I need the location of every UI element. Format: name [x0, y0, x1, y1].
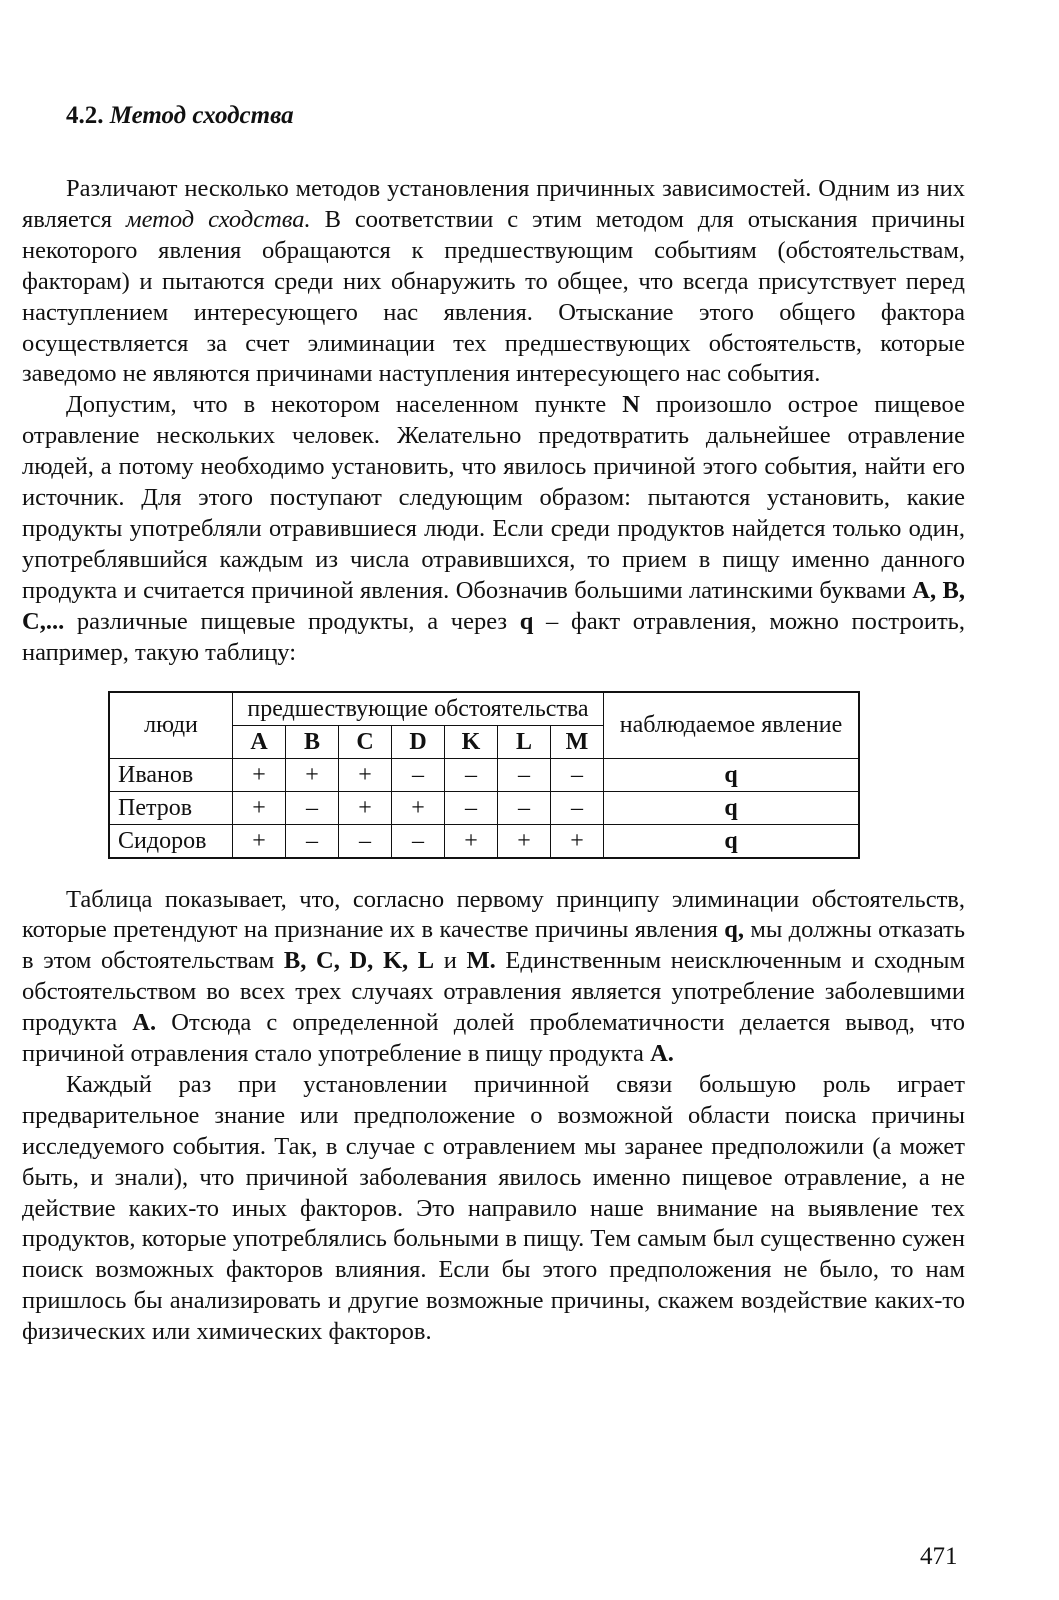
- mark-cell: –: [339, 824, 392, 858]
- mark-cell: +: [286, 758, 339, 791]
- mark-cell: –: [498, 791, 551, 824]
- mark-cell: –: [551, 791, 604, 824]
- mark-cell: +: [339, 791, 392, 824]
- factor-header: A: [233, 725, 286, 758]
- mark-cell: –: [392, 758, 445, 791]
- mark-cell: –: [498, 758, 551, 791]
- factor-header: C: [339, 725, 392, 758]
- table-row: [109, 791, 859, 824]
- mark-cell: +: [445, 824, 498, 858]
- factor-header: M: [551, 725, 604, 758]
- mark-cell: +: [498, 824, 551, 858]
- p2-text-b: произошло острое пищевое отравление нескольких человек. Желательно предотвратить дальнейшее отравление людей, а потому необходимо установить, что явилось причиной этого события, найти его источник. Для этого поступают следующим образом: пытаются установить, какие продукты употребляли отравившиеся люди. Если среди продуктов найдется только один, употреблявшийся каждым из числа отравившихся, то прием в пищу именно данного продукта и считается причиной явления. Обозначив большими латинскими буквами: [22, 391, 965, 604]
- mark-cell: –: [286, 824, 339, 858]
- p3-text-b: мы должны отказать в этом обстоятельствам: [22, 916, 966, 975]
- table-wrapper: [108, 691, 965, 859]
- table-header-row: [109, 692, 859, 726]
- p3-last: M.: [466, 947, 496, 975]
- p3-text-a: Таблица показывает, что, согласно первому принципу элиминации обстоятельств, которые претендуют на признание их в качестве причины явления: [22, 885, 965, 944]
- p2-letters: A, B, C,...: [22, 576, 965, 635]
- p3-text-d: Отсюда с определенной долей проблематичности делается вывод, что причиной отравления стало употребление в пищу продукта: [22, 1009, 965, 1068]
- mark-cell: +: [233, 758, 286, 791]
- observed-cell: q: [604, 824, 860, 858]
- page-number: 471: [920, 1543, 958, 1570]
- p2-n: N: [622, 391, 640, 419]
- p3-list: B, C, D, K, L: [283, 947, 435, 975]
- mark-cell: –: [286, 791, 339, 824]
- mark-cell: +: [392, 791, 445, 824]
- method-table: [108, 691, 860, 859]
- p3-and: и: [434, 947, 467, 975]
- section-heading: [66, 100, 965, 132]
- paragraph-4: Каждый раз при установлении причинной связи большую роль играет предварительное знание или предположение о возможной области поиска причины исследуемого события. Так, в случае с отравлением мы заранее предположили (а может быть, и знали), что причиной заболевания явилось именно пищевое отравление, а не действие каких-то иных факторов. Это направило наше внимание на выявление тех продуктов, которые употреблялись больными в пищу. Тем самым был существенно сужен поиск возможных факторов влияния. Если бы этого предположения не было, то нам пришлось бы анализировать и другие возможные причины, скажем воздействие каких-то физических или химических факторов.: [22, 1070, 965, 1346]
- p2-text-c: различные пищевые продукты, а через: [64, 607, 520, 635]
- mark-cell: +: [233, 824, 286, 858]
- factor-header: L: [498, 725, 551, 758]
- header-observed: наблюдаемое явление: [604, 692, 860, 759]
- table-row: [109, 824, 859, 858]
- factor-header: K: [445, 725, 498, 758]
- p3-a2: A.: [650, 1040, 674, 1068]
- table-row: [109, 758, 859, 791]
- mark-cell: –: [392, 824, 445, 858]
- header-people: люди: [109, 692, 233, 759]
- observed-cell: q: [604, 758, 860, 791]
- mark-cell: +: [551, 824, 604, 858]
- p3-q: q,: [724, 916, 744, 944]
- p3-a1: A.: [132, 1009, 157, 1037]
- section-title: Метод сходства: [109, 102, 294, 129]
- factor-header: B: [286, 725, 339, 758]
- mark-cell: +: [233, 791, 286, 824]
- p2-q: q: [519, 607, 534, 635]
- page-content: [22, 100, 965, 1348]
- mark-cell: –: [551, 758, 604, 791]
- paragraph-1: [22, 174, 965, 390]
- observed-cell: q: [604, 791, 860, 824]
- mark-cell: +: [339, 758, 392, 791]
- mark-cell: –: [445, 791, 498, 824]
- p2-text-d: – факт отравления, можно построить, например, такую таблицу:: [22, 607, 965, 666]
- factor-header: D: [392, 725, 445, 758]
- p3-text-c: Единственным неисключенным и сходным обстоятельством во всех трех случаях отравления является употребление заболевшими продукта: [22, 947, 965, 1037]
- person-name: Сидоров: [109, 824, 233, 858]
- p2-text-a: Допустим, что в некотором населенном пункте: [66, 391, 623, 419]
- paragraph-2: [22, 390, 965, 668]
- p1-term: метод сходства.: [125, 205, 311, 233]
- paragraph-3: [22, 885, 965, 1070]
- p1-text-b: В соответствии с этим методом для отыскания причины некоторого явления обращаются к предшествующим событиям (обстоятельствам, факторам) и пытаются среди них обнаружить то общее, что всегда присутствует перед наступлением интересующего нас явления. Отыскание этого общего фактора осуществляется за счет элиминации тех предшествующих обстоятельств, которые заведомо не являются причинами наступления интересующего нас события.: [22, 205, 965, 388]
- person-name: Петров: [109, 791, 233, 824]
- person-name: Иванов: [109, 758, 233, 791]
- section-number: 4.2.: [66, 102, 104, 129]
- p1-text-a: Различают несколько методов установления причинных зависимостей. Одним из них является: [22, 175, 965, 233]
- header-circumstances: предшествующие обстоятельства: [233, 692, 604, 726]
- mark-cell: –: [445, 758, 498, 791]
